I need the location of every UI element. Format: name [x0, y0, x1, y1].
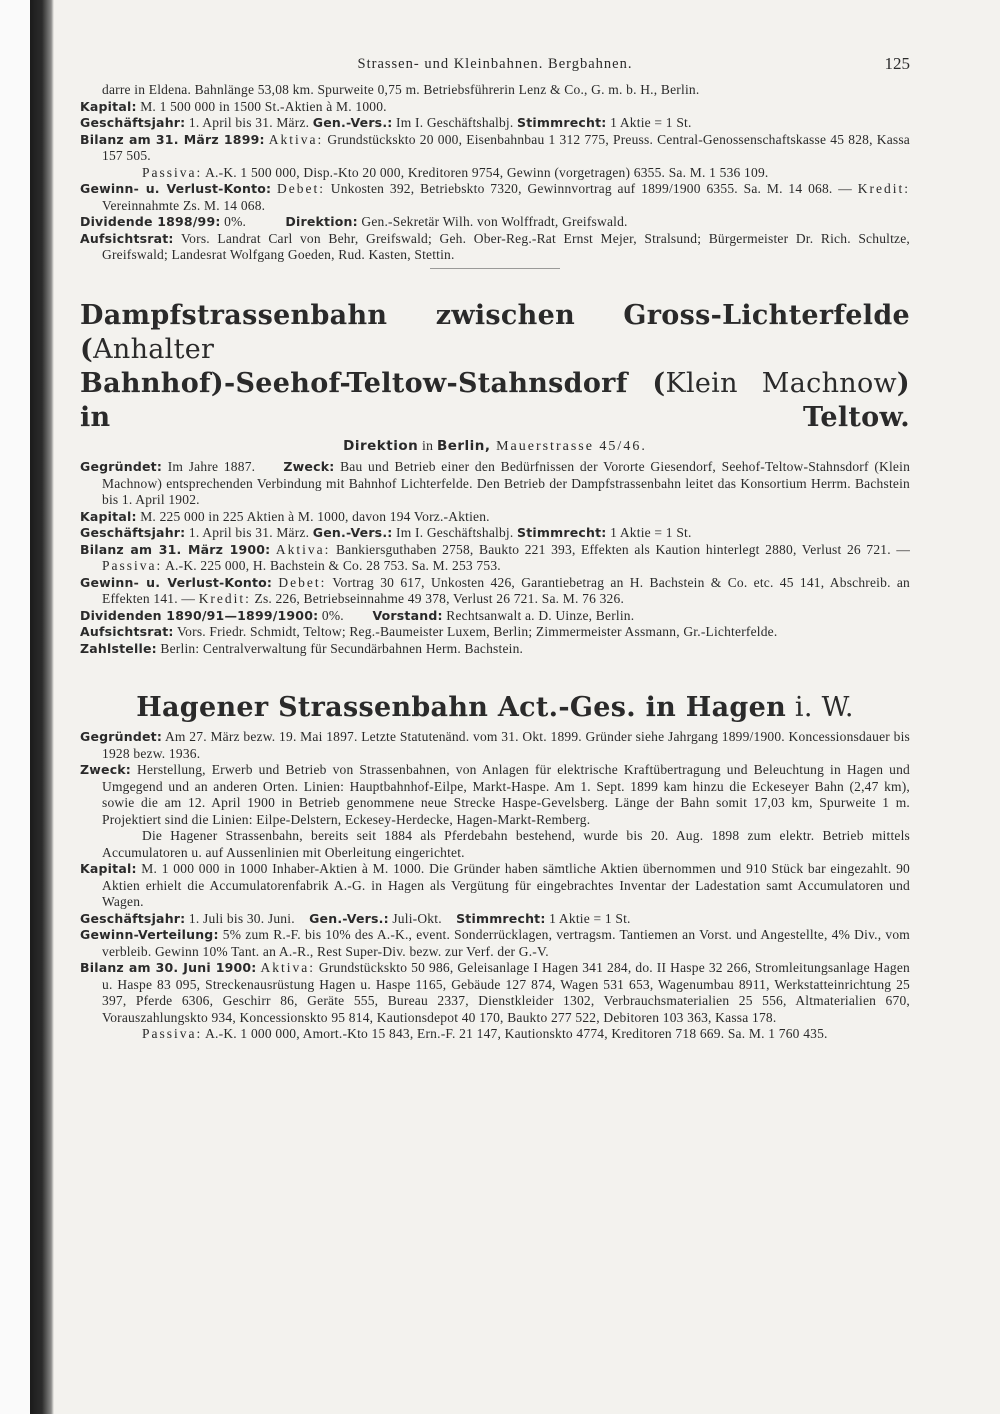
entry2-title-line2: Bahnhof)-Seehof-Teltow-Stahnsdorf (Klein Machnow) in Teltow.	[80, 367, 910, 433]
entry2-kapital: Kapital: M. 225 000 in 225 Aktien à M. 1000, davon 194 Vorz.-Aktien.	[80, 508, 490, 524]
entry2-dividenden-vorstand: Dividenden 1890/91—1899/1900: 0%. Vorstand: Rechtsanwalt a. D. Uinze, Berlin.	[80, 607, 635, 623]
running-header	[80, 56, 910, 82]
entry-dampfstrassenbahn-lichterfelde	[80, 299, 910, 658]
entry1-continuation: darre in Eldena. Bahnlänge 53,08 km. Spurweite 0,75 m. Betriebsführerin Lenz & Co., G. m. b. H., Berlin.	[102, 82, 700, 97]
entry3-zweck: Zweck: Herstellung, Erwerb und Betrieb von Strassenbahnen, von Anlagen für elektrische Kraftübertragung und Beleuchtung in Hagen und Umgegend und an anderen Orten. Linien: Hauptbahnhof-Eilpe, Markt-Haspe. Am 1. Sept. 1899 kam hinzu die Eckeseyer Bahn (2,47 km), sowie die am 12. April 1900 in Betrieb genommene neue Strecke Haspe-Gevelsberg. Länge der Bahn somit 17,03 km, Spurweite 1 m. Projektiert sind die Linien: Eilpe-Delstern, Eckesey-Herdecke, Hagen-Markt-Remberg.	[80, 762, 910, 827]
entry2-gewinn-verlust: Gewinn- u. Verlust-Konto: Debet: Vortrag 30 617, Unkosten 426, Garantiebetrag an H. Bachstein & Co. etc. 45 141, Abschreib. an Effekten 141. — Kredit: Zs. 226, Betriebseinnahme 49 378, Verlust 26 721. Sa. M. 76 326.	[80, 574, 911, 606]
entry-hagener-strassenbahn	[80, 691, 910, 1043]
entry2-title-line1: Dampfstrassenbahn zwischen Gross-Lichterfelde (Anhalter	[80, 299, 910, 365]
running-header-title: Strassen- und Kleinbahnen. Bergbahnen.	[357, 56, 633, 72]
entry1-passiva: Passiva: A.-K. 1 500 000, Disp.-Kto 20 000, Kreditoren 9754, Gewinn (vorgetragen) 6355. Sa. M. 1 536 109.	[142, 164, 769, 180]
entry2-zahlstelle: Zahlstelle: Berlin: Centralverwaltung für Secundärbahnen Herm. Bachstein.	[80, 640, 524, 656]
entry1-gewinn-verlust: Gewinn- u. Verlust-Konto: Debet: Unkosten 392, Betriebskto 7320, Gewinnvortrag auf 1899/1900 6355. Sa. M. 14 068. — Kredit: Vereinnahmte Zs. M. 14 068.	[80, 181, 911, 213]
entry2-aufsichtsrat: Aufsichtsrat: Vors. Friedr. Schmidt, Teltow; Reg.-Baumeister Luxem, Berlin; Zimmermeister Assmann, Gr.-Lichterfelde.	[80, 624, 778, 639]
entry3-gegruendet: Gegründet: Am 27. März bezw. 19. Mai 1897. Letzte Statutenänd. vom 31. Okt. 1899. Gründer siehe Jahrgang 1899/1900. Koncessionsdauer bis 1928 bezw. 1936.	[80, 729, 910, 761]
entry3-bilanz: Bilanz am 30. Juni 1900: Aktiva: Grundstückskto 50 986, Geleisanlage I Hagen 341 284, do. II Haspe 32 266, Stromleitungsanlage Hagen u. Haspe 83 095, Streckenausrüstung Hagen u. Haspe 1165, Gebäude 127 874, Wagen 531 653, Wagenumbau 8911, Werkstatteinrichtung 25 397, Pferde 6306, Geschirr 86, Geräte 555, Bureau 2337, Dienstkleider 1302, Verbrauchsmaterialien 25 556, Altmaterialien 670, Vorauszahlungskto 934, Koncessionskto 95 814, Kautionsdepot 40 170, Baukto 277 522, Debitoren 103 363, Kassa 178.	[80, 960, 910, 1025]
entry3-kapital: Kapital: M. 1 000 000 in 1000 Inhaber-Aktien à M. 1000. Die Gründer haben sämtliche Aktien übernommen und 910 Stück bar eingezahlt. 90 Aktien erhielt die Accumulatorenfabrik A.-G. in Hagen als Vergütung für eingebrachtes Inventar der Ladestation samt Accumulatoren und Wagen.	[80, 861, 910, 909]
entry3-title: Hagener Strassenbahn Act.-Ges. in Hagen i. W.	[136, 692, 854, 723]
entry-greifswald-kleinbahn	[80, 82, 910, 269]
page-number: 125	[884, 54, 910, 73]
entry1-kapital: Kapital: M. 1 500 000 in 1500 St.-Aktien à M. 1000.	[80, 98, 387, 114]
entry2-direktion-address: Direktion in Berlin, Mauerstrasse 45/46.	[343, 437, 647, 454]
book-page	[80, 56, 910, 1043]
entry2-bilanz: Bilanz am 31. März 1900: Aktiva: Bankiersguthaben 2758, Baukto 221 393, Effekten als Kaution hinterlegt 2880, Verlust 26 721. — Passiva: A.-K. 225 000, H. Bachstein & Co. 28 753. Sa. M. 253 753.	[80, 541, 911, 573]
entry1-geschaeftsjahr: Geschäftsjahr: 1. April bis 31. März. Gen.-Vers.: Im I. Geschäftshalbj. Stimmrecht: 1 Aktie = 1 St.	[80, 115, 692, 130]
book-spine-shadow	[30, 0, 54, 1414]
entry3-passiva: Passiva: A.-K. 1 000 000, Amort.-Kto 15 843, Ern.-F. 21 147, Kautionskto 4774, Kreditoren 718 669. Sa. M. 1 760 435.	[142, 1026, 828, 1041]
entry2-gegruendet-zweck: Gegründet: Im Jahre 1887. Zweck: Bau und Betrieb einer den Bedürfnissen der Vororte Giesendorf, Seehof-Teltow-Stahnsdorf (Klein Machnow) entsprechenden Verbindung mit Bahnhof Lichterfelde. Den Betrieb der Dampfstrassenbahn leitet das Konsortium Herrm. Bachstein bis 1. April 1902.	[80, 459, 911, 507]
entry3-gewinn-verteilung: Gewinn-Verteilung: 5% zum R.-F. bis 10% des A.-K., event. Sonderrücklagen, vertragsm. Tantiemen an Vorst. und Angestellte, 4% Div., vom verbleib. Gewinn 10% Tant. an A.-R., Rest Super-Div. bezw. zur Verf. der G.-V.	[80, 927, 910, 959]
entry3-zweck-history: Die Hagener Strassenbahn, bereits seit 1884 als Pferdebahn bestehend, wurde bis 20. Aug. 1898 zum elektr. Betrieb mittels Accumulatoren u. auf Aussenlinien mit Oberleitung eingerichtet.	[102, 828, 910, 860]
entry3-geschaeftsjahr: Geschäftsjahr: 1. Juli bis 30. Juni. Gen.-Vers.: Juli-Okt. Stimmrecht: 1 Aktie = 1 St.	[80, 910, 631, 926]
entry1-bilanz: Bilanz am 31. März 1899: Aktiva: Grundstückskto 20 000, Eisenbahnbau 1 312 775, Preuss. Central-Genossenschaftskasse 45 828, Kassa 157 505.	[80, 131, 910, 163]
entry1-aufsichtsrat: Aufsichtsrat: Vors. Landrat Carl von Behr, Greifswald; Geh. Ober-Reg.-Rat Ernst Mejer, Stralsund; Bürgermeister Dr. Rich. Schultze, Greifswald; Landesrat Wolfgang Goeden, Rud. Kasten, Stettin.	[80, 230, 910, 262]
entry1-dividende: Dividende 1898/99: 0%. Direktion: Gen.-Sekretär Wilh. von Wolffradt, Greifswald.	[80, 214, 628, 229]
entry2-geschaeftsjahr: Geschäftsjahr: 1. April bis 31. März. Gen.-Vers.: Im I. Geschäftshalbj. Stimmrecht: 1 Aktie = 1 St.	[80, 525, 692, 540]
